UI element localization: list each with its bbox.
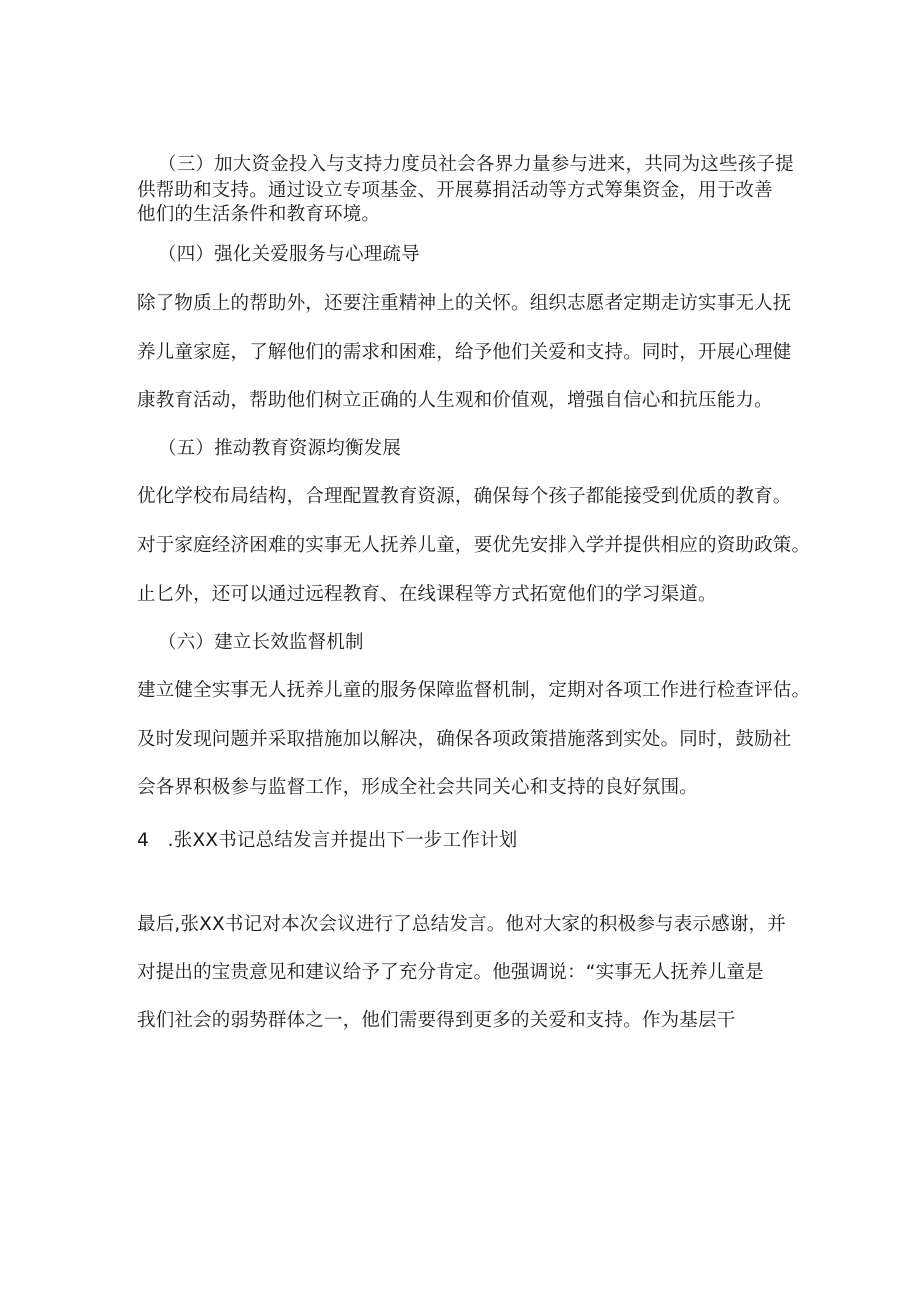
section6-line-2: 及时发现问题并采取措施加以解决，确保各项政策措施落到实处。同时，鼓励社 — [137, 729, 792, 750]
item4-line-3: 我们社会的弱势群体之一，他们需要得到更多的关爱和支持。作为基层干 — [137, 1010, 736, 1031]
section4-line-2: 养儿童家庭，了解他们的需求和困难，给予他们关爱和支持。同时，开展心理健 — [137, 342, 792, 363]
section3-line-1: （三）加大资金投入与支持力度员社会各界力量参与进来，共同为这些孩子提 — [158, 154, 794, 175]
section6-heading: （六）建立长效监督机制 — [158, 632, 364, 653]
section4-line-3: 康教育活动，帮助他们树立正确的人生观和价值观，增强自信心和抗压能力。 — [137, 390, 773, 411]
section6-line-1: 建立健全实事无人抚养儿童的服务保障监督机制，定期对各项工作进行检查评估。 — [137, 680, 811, 701]
section5-line-1: 优化学校布局结构，合理配置教育资源，确保每个孩子都能接受到优质的教育。 — [137, 486, 792, 507]
section4-line-1: 除了物质上的帮助外，还要注重精神上的关怀。组织志愿者定期走访实事无人抚 — [137, 293, 792, 314]
section3-line-3: 他们的生活条件和教育环境。 — [137, 204, 381, 225]
section5-line-2: 对于家庭经济困难的实事无人抚养儿童，要优先安排入学并提供相应的资助政策。 — [137, 535, 811, 556]
section5-line-3: 止匕外，还可以通过远程教育、在线课程等方式拓宽他们的学习渠道。 — [137, 584, 717, 605]
item4-heading: 4 .张XX书记总结发言并提出下一步工作计划 — [137, 830, 518, 851]
section5-heading: （五）推动教育资源均衡发展 — [158, 438, 402, 459]
section3-line-2: 供帮助和支持。通过设立专项基金、开展募捐活动等方式筹集资金，用于改善 — [137, 180, 773, 201]
item4-line-1: 最后,张XX书记对本次会议进行了总结发言。他对大家的积极参与表示感谢，并 — [137, 914, 786, 935]
item4-line-2: 对提出的宝贵意见和建议给予了充分肯定。他强调说：“实事无人抚养儿童是 — [137, 962, 764, 983]
section6-line-3: 会各界积极参与监督工作，形成全社会共同关心和支持的良好氛围。 — [137, 777, 699, 798]
section4-heading: （四）强化关爱服务与心理疏导 — [158, 244, 420, 265]
